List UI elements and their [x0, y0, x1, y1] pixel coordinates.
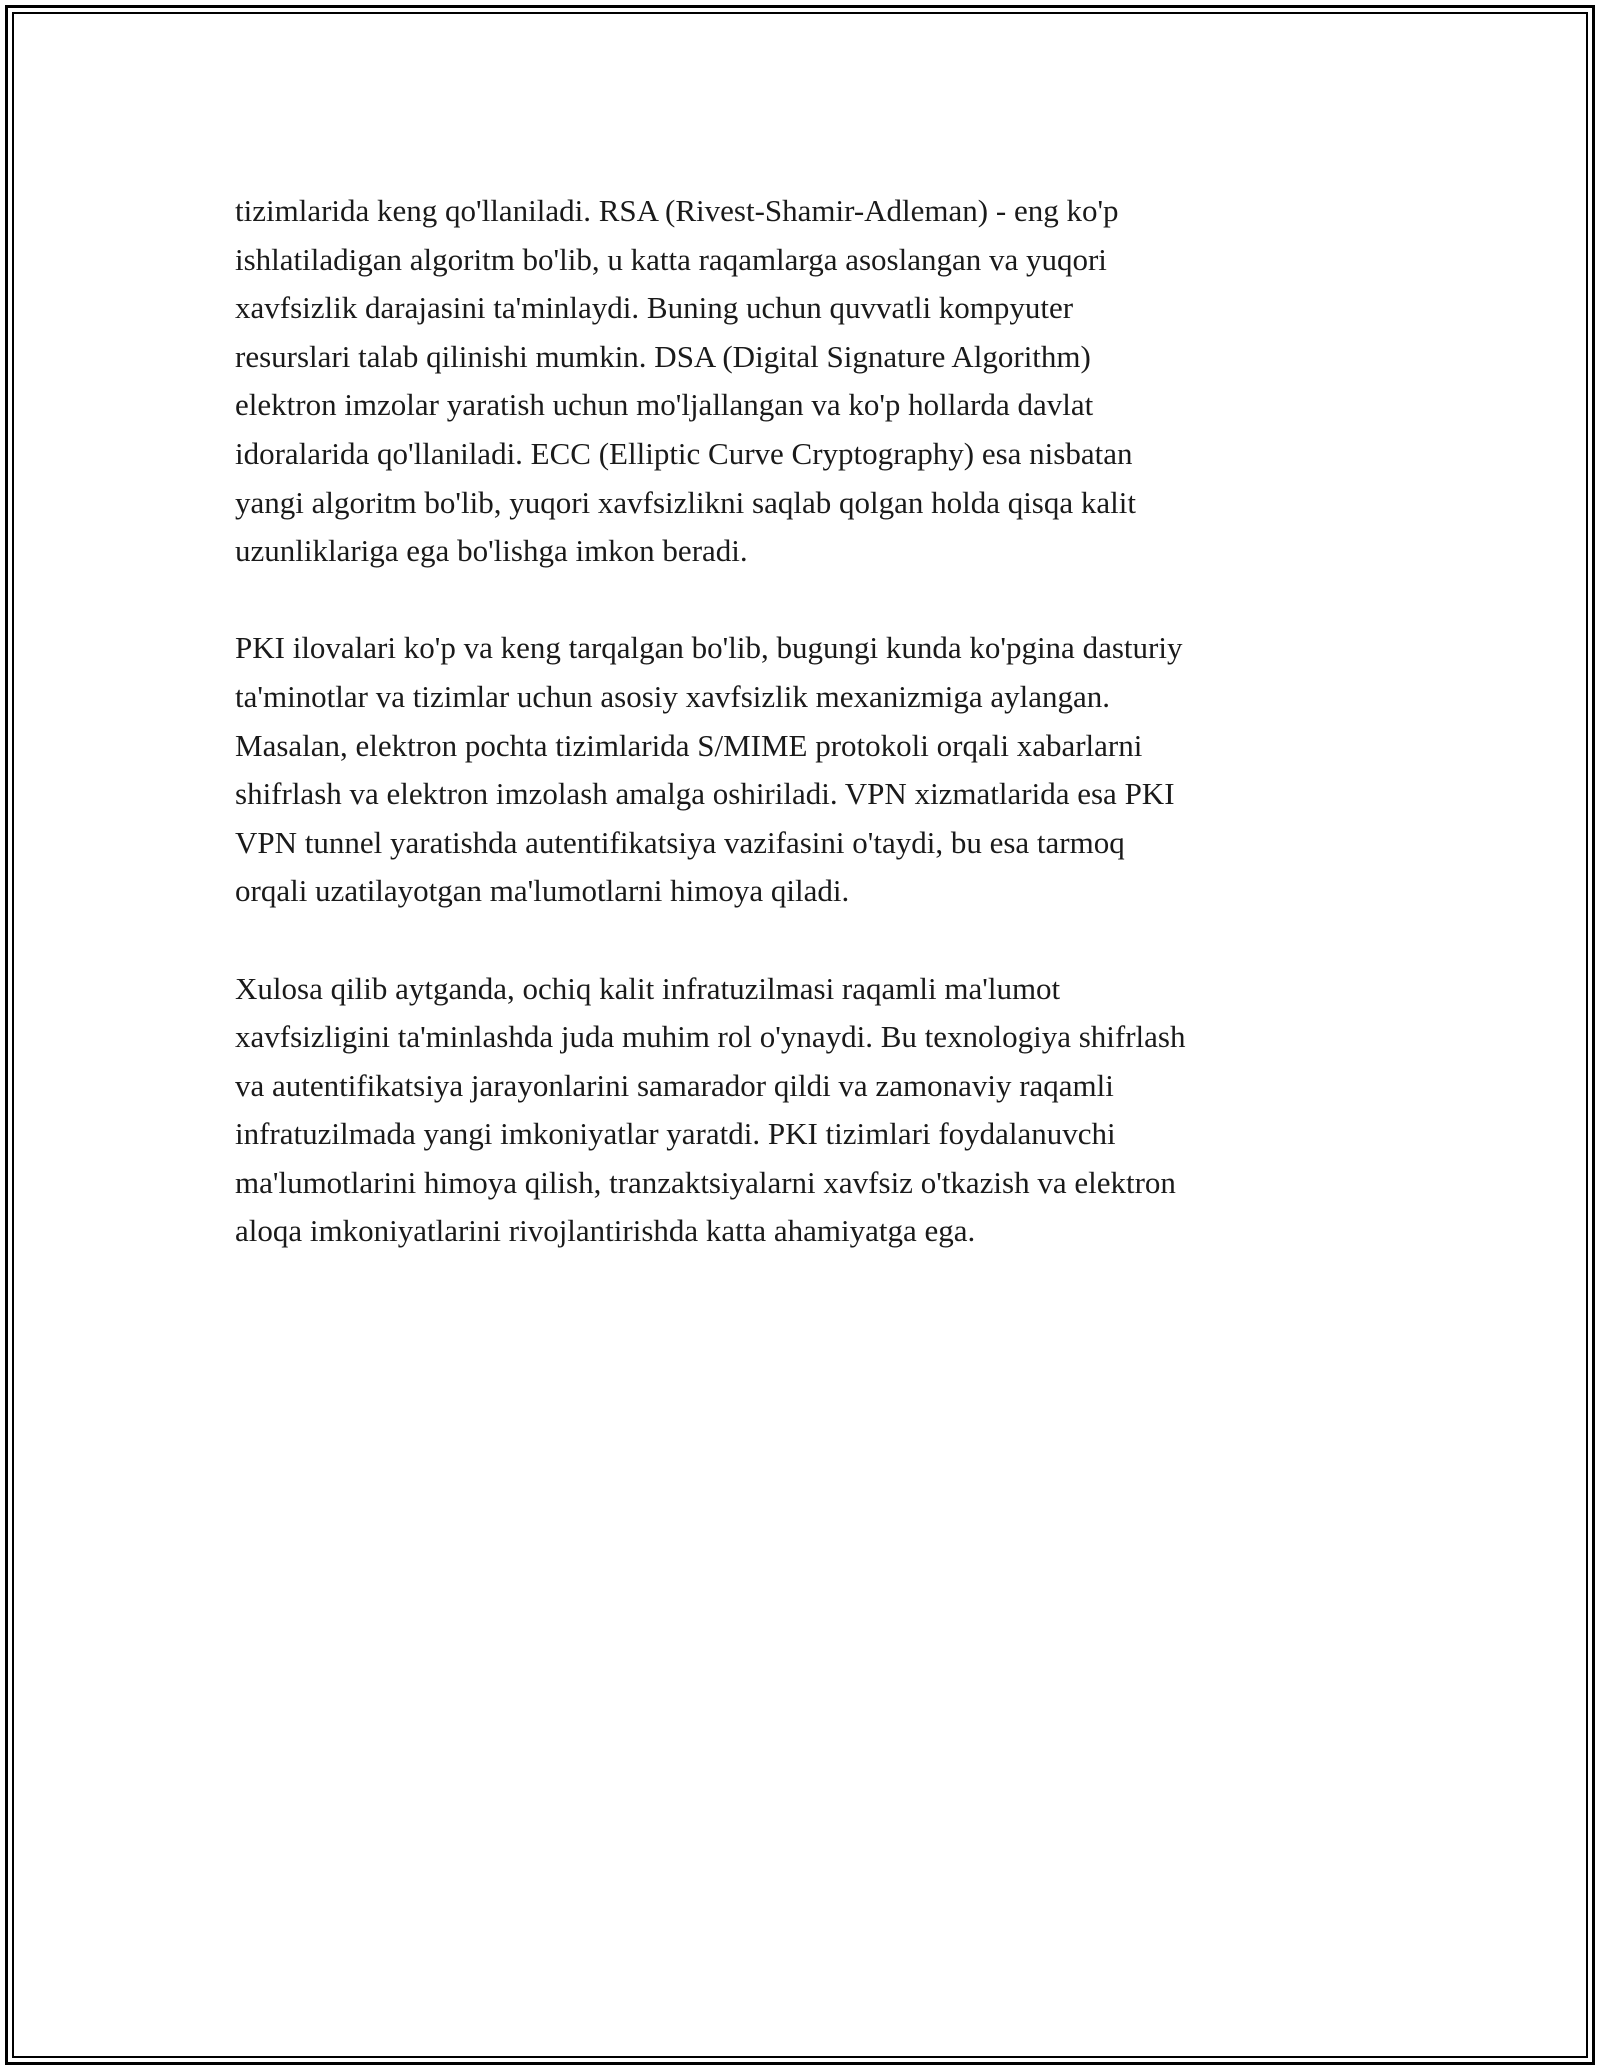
text-line: va autentifikatsiya jarayonlarini samarador qildi va zamonaviy raqamli	[235, 1067, 1114, 1103]
text-line: yangi algoritm bo'lib, yuqori xavfsizlikni saqlab qolgan holda qisqa kalit	[235, 484, 1136, 520]
text-line: elektron imzolar yaratish uchun mo'ljallangan va ko'p hollarda davlat	[235, 387, 1094, 423]
paragraph-pki-applications	[235, 624, 1380, 916]
text-line: orqali uzatilayotgan ma'lumotlarni himoya qiladi.	[235, 873, 850, 909]
text-line: resurslari talab qilinishi mumkin. DSA (Digital Signature Algorithm)	[235, 338, 1091, 374]
text-line: Masalan, elektron pochta tizimlarida S/MIME protokoli orqali xabarlarni	[235, 727, 1143, 763]
text-line: aloqa imkoniyatlarini rivojlantirishda katta ahamiyatga ega.	[235, 1213, 976, 1249]
text-line: Xulosa qilib aytganda, ochiq kalit infratuzilmasi raqamli ma'lumot	[235, 970, 1061, 1006]
text-line: ta'minotlar va tizimlar uchun asosiy xavfsizlik mexanizmiga aylangan.	[235, 678, 1111, 714]
paragraph-algorithms	[235, 187, 1380, 576]
text-line: xavfsizlik darajasini ta'minlaydi. Buning uchun quvvatli kompyuter	[235, 290, 1074, 326]
text-line: xavfsizligini ta'minlashda juda muhim rol o'ynaydi. Bu texnologiya shifrlash	[235, 1019, 1186, 1055]
text-line: ma'lumotlarini himoya qilish, tranzaktsiyalarni xavfsiz o'tkazish va elektron	[235, 1164, 1176, 1200]
text-line: VPN tunnel yaratishda autentifikatsiya vazifasini o'taydi, bu esa tarmoq	[235, 824, 1125, 860]
text-line: tizimlarida keng qo'llaniladi. RSA (Rivest-Shamir-Adleman) - eng ko'p	[235, 193, 1119, 228]
text-line: infratuzilmada yangi imkoniyatlar yaratdi. PKI tizimlari foydalanuvchi	[235, 1116, 1116, 1152]
text-line: uzunliklariga ega bo'lishga imkon beradi.	[235, 533, 748, 569]
paragraph-conclusion	[235, 965, 1380, 1257]
document-body	[235, 187, 1380, 1305]
text-line: PKI ilovalari ko'p va keng tarqalgan bo'lib, bugungi kunda ko'pgina dasturiy	[235, 630, 1183, 666]
text-line: shifrlash va elektron imzolash amalga oshiriladi. VPN xizmatlarida esa PKI	[235, 776, 1175, 812]
text-line: ishlatiladigan algoritm bo'lib, u katta raqamlarga asoslangan va yuqori	[235, 241, 1107, 277]
text-line: idoralarida qo'llaniladi. ECC (Elliptic Curve Cryptography) esa nisbatan	[235, 435, 1133, 471]
